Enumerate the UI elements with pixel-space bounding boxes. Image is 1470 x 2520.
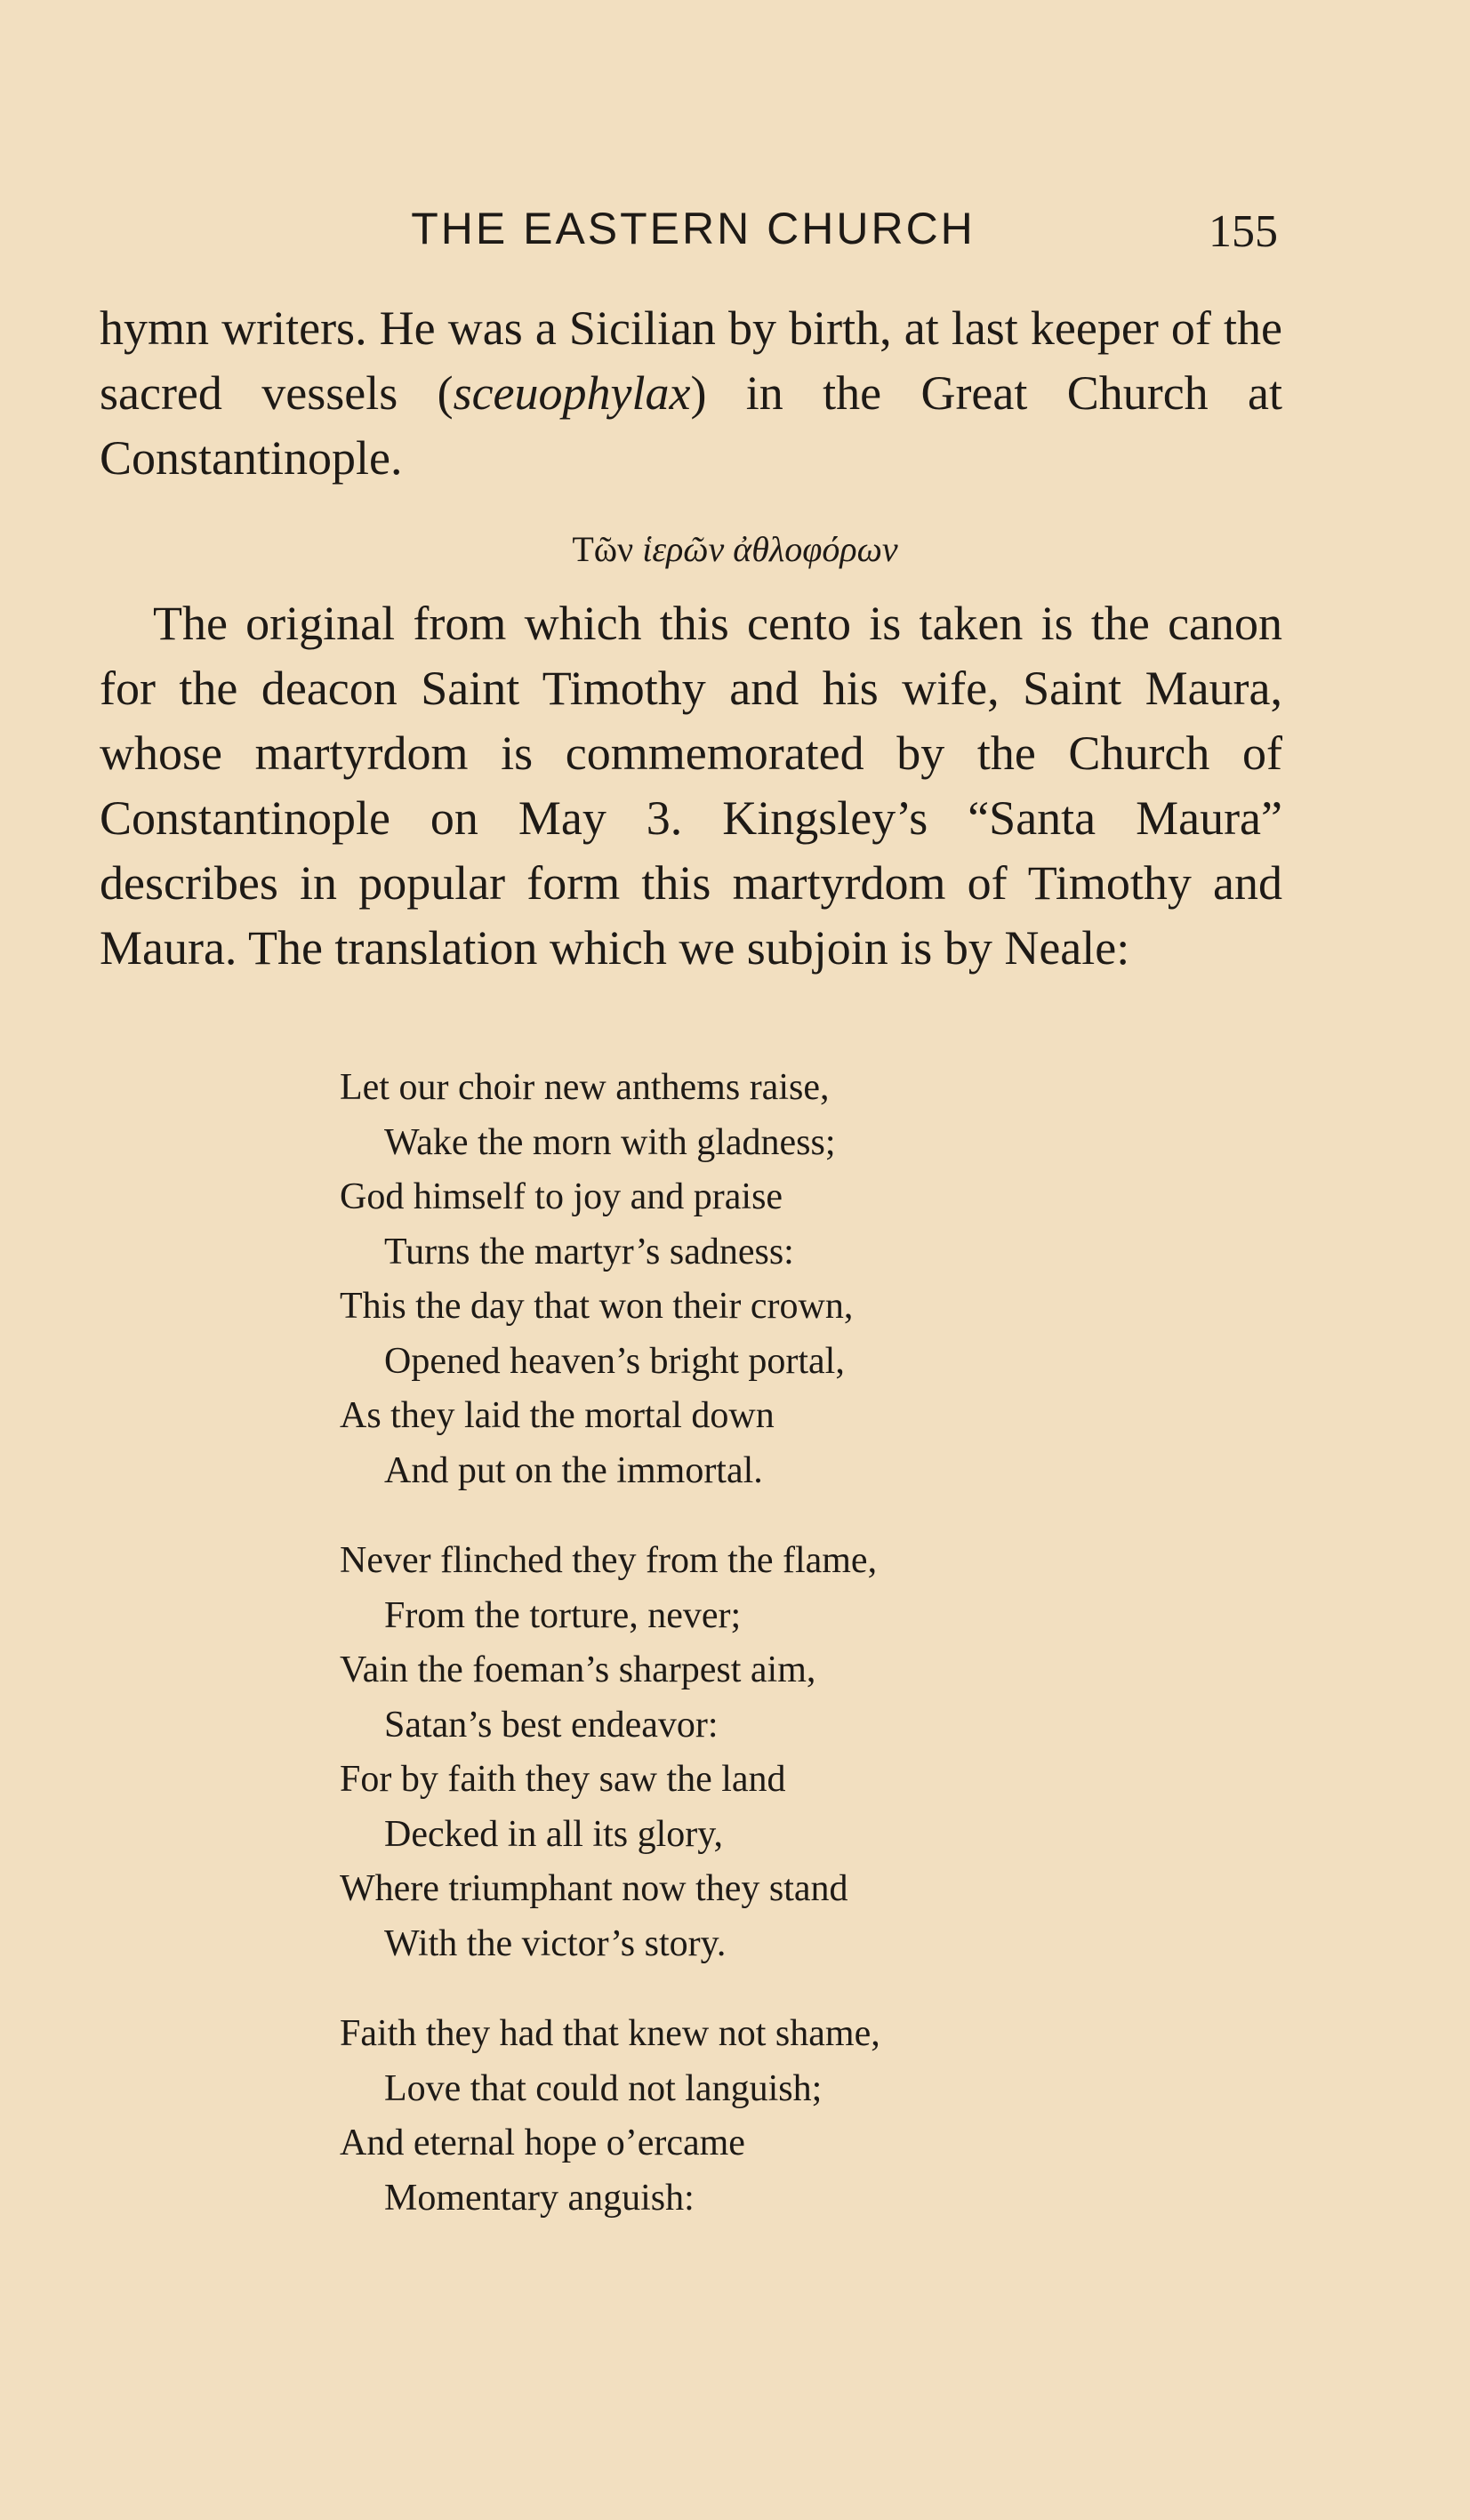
poem-line: Love that could not languish; <box>384 2067 823 2109</box>
greek-heading <box>0 523 1470 576</box>
stanza-3 <box>340 2007 1229 2226</box>
poem-line: This the day that won their crown, <box>340 1286 854 1327</box>
poem-line: Let our choir new anthems raise, <box>340 1067 830 1108</box>
poem-line: Momentary anguish: <box>384 2177 695 2219</box>
paragraph-text: ) in the Great Church at Constantinople. <box>100 366 1282 485</box>
running-title: THE EASTERN CHURCH <box>411 204 976 253</box>
paragraph-text: hymn writers. He was a Sicilian by birth, at last keeper of the sacred vessels ( <box>100 301 1282 420</box>
paragraph-continuation <box>100 296 1282 491</box>
poem-line: And eternal hope o’ercame <box>340 2123 745 2163</box>
greek-heading-first-word: Τῶν <box>572 529 634 569</box>
greek-heading-rest: ἱερῶν ἀθλοφόρων <box>642 529 898 569</box>
poem-line: Wake the morn with gladness; <box>384 1121 836 1163</box>
poem-line: Where triumphant now they stand <box>340 1868 848 1909</box>
poem-line: From the torture, never; <box>384 1594 742 1636</box>
paragraph-introduction: The original from which this cento is taken is the canon for the deacon Saint Timothy and his wife, Saint Maura, whose martyrdom is commemorated by the Church of Constantinople on May 3. Kingsley’s “Santa Maura” describes in popular form this martyrdom of Timothy and Maura. The translation which we subjoin is by Neale: <box>100 597 1282 975</box>
poem-line: God himself to joy and praise <box>340 1176 783 1217</box>
stanza-1 <box>340 1061 1229 1498</box>
running-head <box>100 197 1287 260</box>
italic-term: sceuophylax <box>453 366 691 420</box>
poem-line: As they laid the mortal down <box>340 1395 775 1436</box>
poem-line: Never flinched they from the flame, <box>340 1540 878 1581</box>
poem-line: Vain the foeman’s sharpest aim, <box>340 1649 816 1690</box>
poem-line: Opened heaven’s bright portal, <box>384 1340 845 1382</box>
hymn-poem <box>340 1061 1229 2261</box>
page-number: 155 <box>1209 206 1278 257</box>
poem-line: Decked in all its glory, <box>384 1813 724 1855</box>
poem-line: Turns the martyr’s sadness: <box>384 1231 794 1272</box>
stanza-2 <box>340 1534 1229 1971</box>
poem-line: Satan’s best endeavor: <box>384 1704 719 1746</box>
poem-line: And put on the immortal. <box>384 1449 763 1491</box>
poem-line: Faith they had that knew not shame, <box>340 2013 880 2054</box>
poem-line: For by faith they saw the land <box>340 1759 786 1800</box>
poem-line: With the victor’s story. <box>384 1922 727 1964</box>
